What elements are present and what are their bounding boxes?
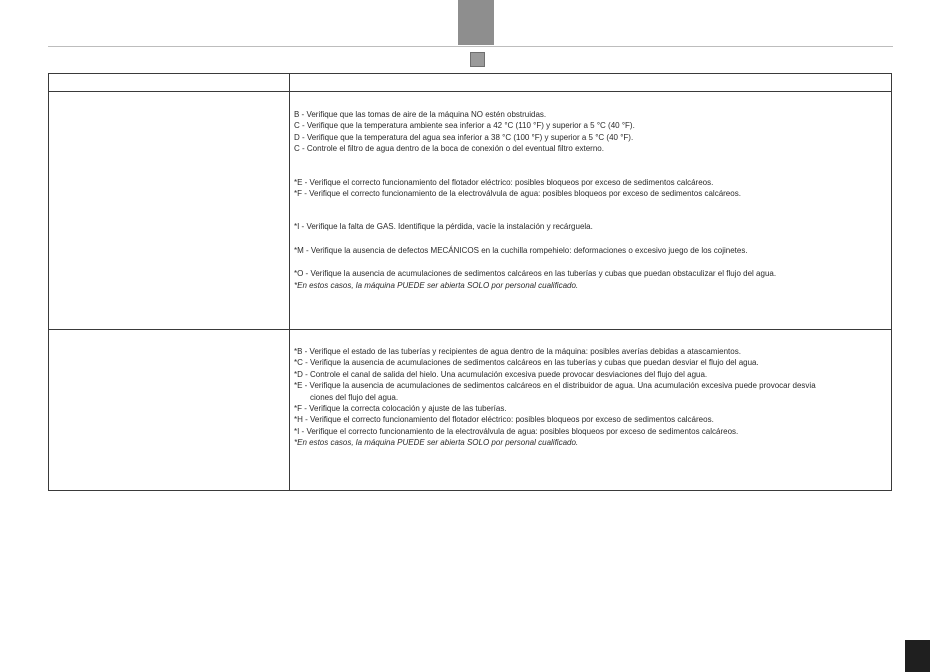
problem-column-header [49,74,290,92]
solution-line: B - Verifique que las tomas de aire de la máquina NO estén obstruidas. [294,110,547,119]
page-corner-marker [905,640,930,672]
solution-line: *H - Verifique el correcto funcionamiento del flotador eléctrico: posibles bloqueos por exceso de sedimentos calcáreos. [294,415,714,425]
solution-line: C - Controle el filtro de agua dentro de la boca de conexión o del eventual filtro externo. [294,144,604,154]
solution-line: *I - Verifique el correcto funcionamiento de la electroválvula de agua: posibles bloqueos por exceso de sedimentos calcáreos. [294,426,739,436]
solution-line: *B - Verifique el estado de las tuberías y recipientes de agua dentro de la máquina: posibles averías debidas a atascamientos. [294,347,741,356]
solution-line: ciones del flujo del agua. [310,392,399,402]
solution-line: *F - Verifique la correcta colocación y ajuste de las tuberías. [294,404,507,414]
problem-cell [49,92,290,330]
solution-line: *D - Controle el canal de salida del hielo. Una acumulación excesiva puede provocar desviaciones del flujo del agua. [294,369,708,379]
table-header-row [49,74,892,92]
table-row [49,330,892,491]
page-tab-marker [458,0,494,45]
solution-line: *F - Verifique el correcto funcionamiento de la electroválvula de agua: posibles bloqueos por exceso de sedimentos calcáreos. [294,189,741,199]
solution-line: *E - Verifique la ausencia de acumulaciones de sedimentos calcáreos en el distribuidor de agua. Una acumulación excesiva puede provocar desvia [294,381,816,391]
table-row [49,92,892,330]
header-divider [48,46,893,47]
qualified-personnel-note: *En estos casos, la máquina PUEDE ser abierta SOLO por personal cualificado. [294,280,579,290]
solution-line: *O - Verifique la ausencia de acumulaciones de sedimentos calcáreos en las tuberías y cubas que puedan obstaculizar el flujo del agua. [294,269,777,279]
qualified-personnel-note: *En estos casos, la máquina PUEDE ser abierta SOLO por personal cualificado. [294,438,579,448]
solution-cell [290,330,892,491]
problem-cell [49,330,290,491]
solution-line: C - Verifique que la temperatura ambiente sea inferior a 42 °C (110 °F) y superior a 5 °C (40 °F). [294,121,635,131]
troubleshooting-table [48,73,892,491]
solution-line: D - Verifique que la temperatura del agua sea inferior a 38 °C (100 °F) y superior a 5 °C (40 °F). [294,132,634,142]
solution-cell [290,92,892,330]
solution-line: *E - Verifique el correcto funcionamiento del flotador eléctrico: posibles bloqueos por exceso de sedimentos calcáreos. [294,177,714,187]
solution-column-header [290,74,892,92]
solution-line: *M - Verifique la ausencia de defectos MECÁNICOS en la cuchilla rompehielo: deformaciones o excesivo juego de los cojinetes. [294,245,748,255]
language-marker-square [470,52,485,67]
solution-line: *C - Verifique la ausencia de acumulaciones de sedimentos calcáreos en las tuberías y cubas que puedan desviar el flujo del agua. [294,358,759,368]
solution-line: *I - Verifique la falta de GAS. Identifique la pérdida, vacíe la instalación y recárguela. [294,222,593,232]
